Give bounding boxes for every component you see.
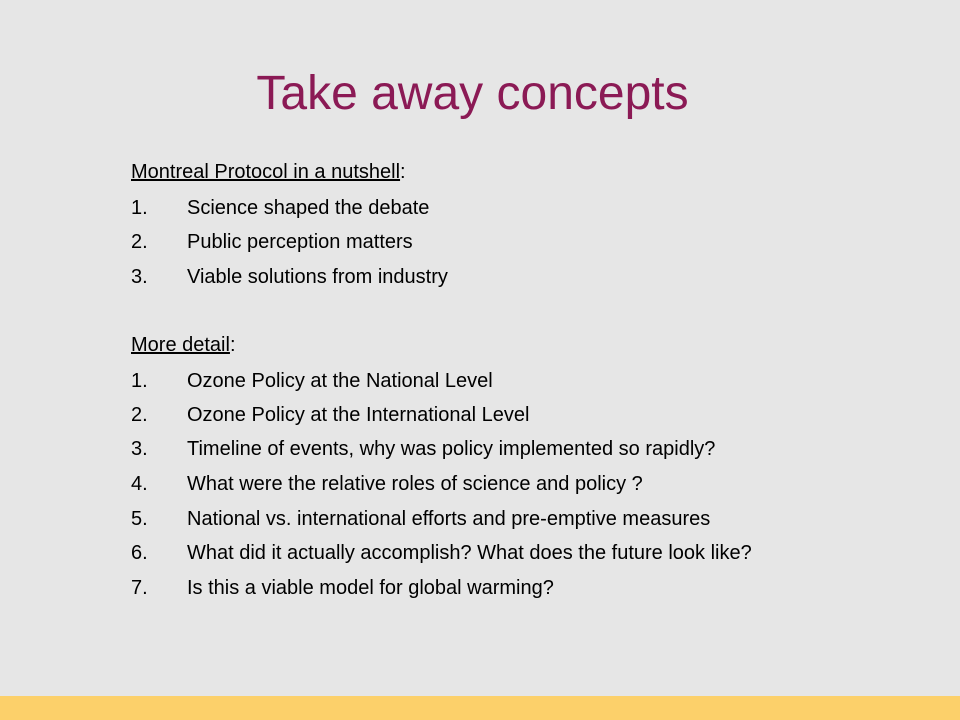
list-item-number: 5. — [131, 508, 148, 530]
list-item-text: Viable solutions from industry — [187, 266, 448, 288]
list-item-number: 3. — [131, 438, 148, 460]
list-item-text: Timeline of events, why was policy implemented so rapidly? — [187, 438, 716, 460]
list-item-number: 7. — [131, 577, 148, 599]
section-heading-nutshell-text: Montreal Protocol in a nutshell — [131, 161, 401, 183]
list-item-text: Is this a viable model for global warming? — [187, 577, 554, 599]
list-item-number: 1. — [131, 370, 148, 392]
list-item-number: 2. — [131, 404, 148, 426]
section-heading-more-detail — [131, 333, 236, 357]
list-item-text: Ozone Policy at the International Level — [187, 404, 530, 426]
list-item — [131, 541, 752, 565]
list-item-number: 3. — [131, 266, 148, 288]
section-heading-more-detail-colon: : — [229, 334, 236, 356]
list-item-text: Public perception matters — [187, 231, 413, 253]
list-item-text: National vs. international efforts and pre-emptive measures — [187, 508, 711, 530]
list-item-number: 2. — [131, 231, 148, 253]
list-item — [131, 403, 529, 427]
list-item — [131, 576, 554, 600]
section-heading-nutshell — [131, 160, 406, 184]
list-item — [131, 507, 710, 531]
list-item-number: 4. — [131, 473, 148, 495]
list-item — [131, 369, 493, 393]
list-item — [131, 265, 448, 289]
section-heading-nutshell-colon: : — [400, 161, 406, 183]
list-item — [131, 472, 643, 496]
footer-band — [0, 696, 960, 720]
list-item-text: Ozone Policy at the National Level — [187, 370, 493, 392]
list-item-text: What did it actually accomplish? What does the future look like? — [187, 542, 752, 564]
list-item-number: 6. — [131, 542, 148, 564]
slide-title: Take away concepts — [256, 67, 689, 120]
list-item-number: 1. — [131, 197, 148, 219]
list-item — [131, 437, 715, 461]
list-item — [131, 196, 429, 220]
list-item — [131, 230, 413, 254]
list-item-text: What were the relative roles of science and policy ? — [187, 473, 643, 495]
list-item-text: Science shaped the debate — [187, 197, 430, 219]
section-heading-more-detail-text: More detail — [131, 334, 230, 356]
